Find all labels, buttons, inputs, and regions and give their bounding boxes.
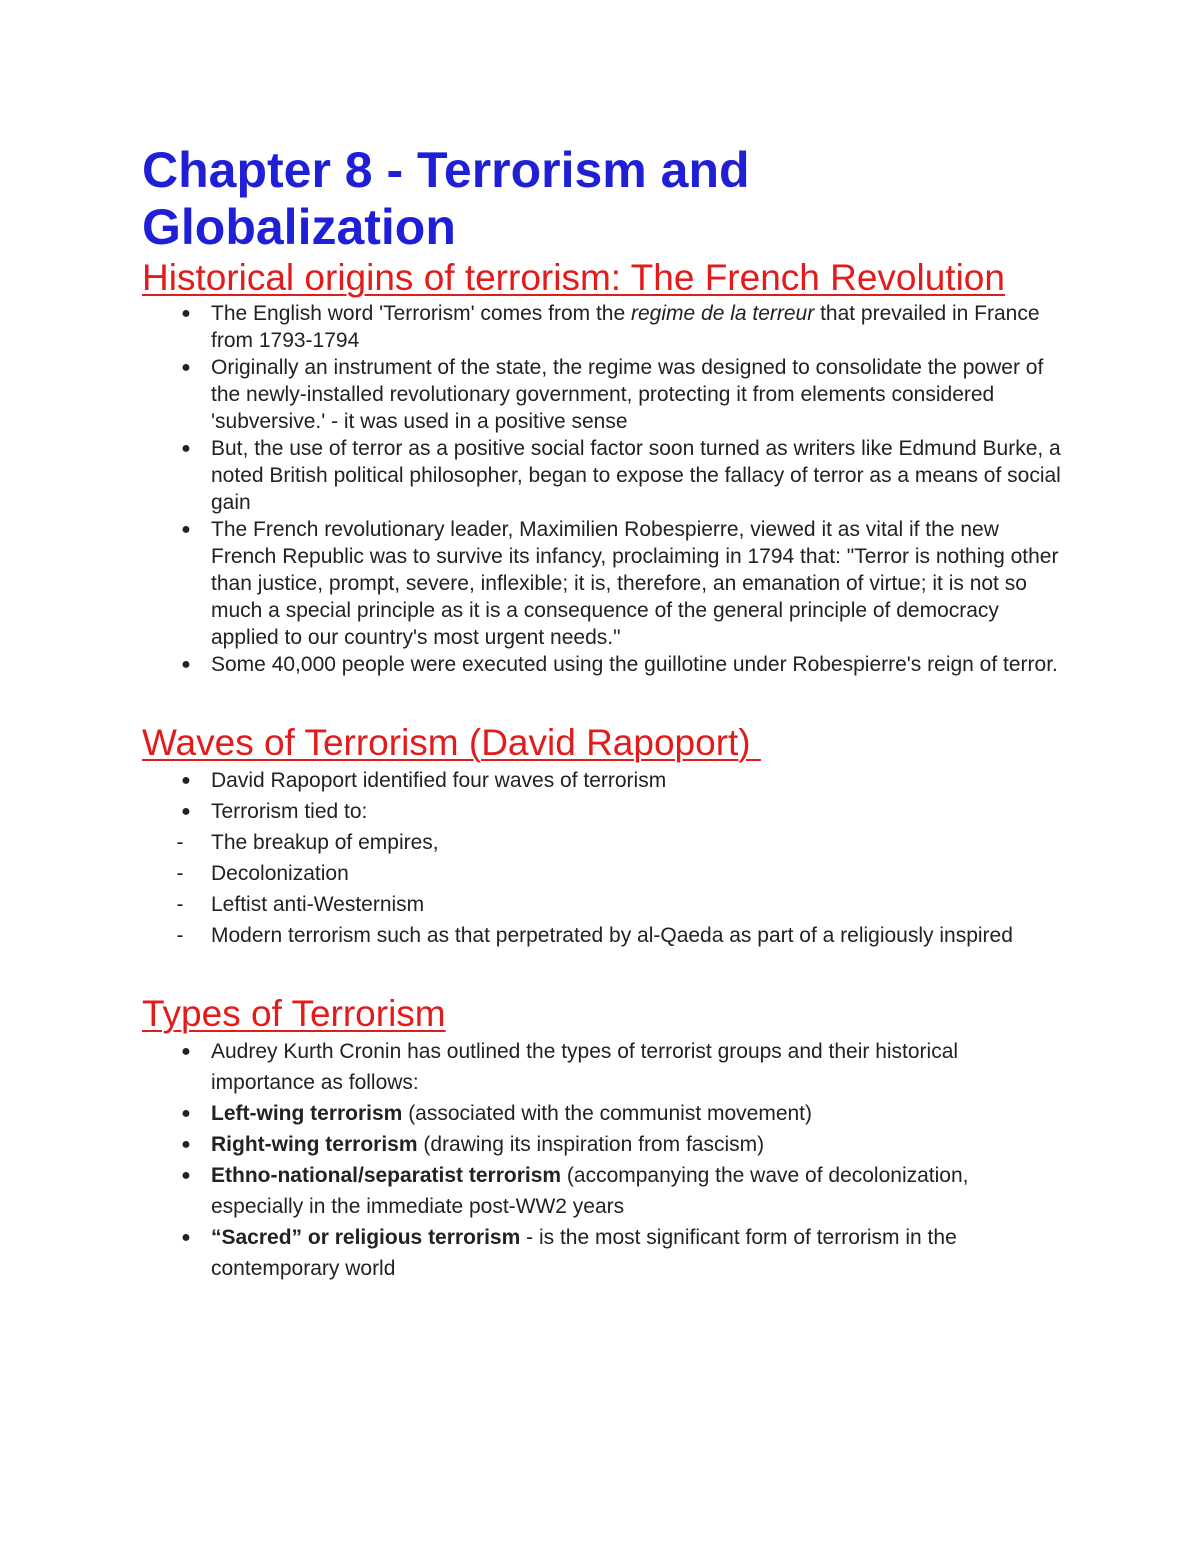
bullet-icon: ● [181, 1105, 191, 1122]
item-text: - is the most significant form of terrorism in the contemporary world [211, 1226, 957, 1280]
list-item [142, 1036, 1062, 1098]
bullet-icon: ● [181, 440, 191, 457]
item-italic-text: regime de la terreur [630, 302, 815, 325]
item-text: But, the use of terror as a positive social factor soon turned as writers like Edmund Burke, a noted British political philosopher, began to expose the fallacy of terror as a means of social gain [211, 437, 1061, 514]
list-item [142, 858, 1062, 889]
bullet-icon: ● [181, 803, 191, 820]
list-item [142, 435, 1062, 516]
list-item [142, 1098, 1062, 1129]
bullet-icon: ● [181, 1043, 191, 1060]
item-text: The French revolutionary leader, Maximilien Robespierre, viewed it as vital if the new French Republic was to survive its infancy, proclaiming in 1794 that: "Terror is nothing other than justice, prompt, severe, inflexible; it is, therefore, an emanation of virtue; it is not so much a special principle as it is a consequence of the general principle of democracy applied to our country's most urgent needs." [211, 518, 1059, 649]
list-item [142, 1222, 1062, 1284]
item-text: Audrey Kurth Cronin has outlined the types of terrorist groups and their historical importance as follows: [211, 1040, 959, 1094]
list-item [142, 1129, 1062, 1160]
section-heading-waves: Waves of Terrorism (David Rapoport) [142, 722, 761, 763]
item-bold-term: “Sacred” or religious terrorism [211, 1226, 521, 1249]
item-text: (associated with the communist movement) [402, 1102, 813, 1125]
bullet-icon: ● [181, 772, 191, 789]
item-text: Leftist anti-Westernism [211, 893, 425, 916]
historical-origins-list [142, 300, 1062, 678]
list-item [142, 1160, 1062, 1222]
item-text: Originally an instrument of the state, the regime was designed to consolidate the power of the newly-installed revolutionary government, protecting it from elements considered 'subversive.' - it was used in a positive sense [211, 356, 1044, 433]
list-item [142, 765, 1062, 796]
document-page [142, 142, 1062, 1284]
bullet-icon: ● [181, 359, 191, 376]
dash-icon: - [176, 831, 184, 854]
list-item [142, 796, 1062, 827]
item-text: Modern terrorism such as that perpetrated by al-Qaeda as part of a religiously inspired [211, 924, 1013, 947]
item-text: Some 40,000 people were executed using the guillotine under Robespierre's reign of terror. [211, 653, 1058, 676]
item-bold-term: Left-wing terrorism [211, 1102, 403, 1125]
waves-list [142, 765, 1062, 951]
dash-icon: - [176, 893, 184, 916]
types-list [142, 1036, 1062, 1284]
page-title: Chapter 8 - Terrorism and Globalization [142, 142, 750, 255]
item-text: David Rapoport identified four waves of terrorism [211, 769, 667, 792]
bullet-icon: ● [181, 305, 191, 322]
item-text: Decolonization [211, 862, 349, 885]
bullet-icon: ● [181, 1136, 191, 1153]
list-item [142, 920, 1062, 951]
item-text: (accompanying the wave of decolonization, especially in the immediate post-WW2 years [211, 1164, 969, 1218]
section-heading-types: Types of Terrorism [142, 993, 446, 1034]
list-item [142, 889, 1062, 920]
bullet-icon: ● [181, 1167, 191, 1184]
item-text: The breakup of empires, [211, 831, 439, 854]
list-item [142, 827, 1062, 858]
item-text: Terrorism tied to: [211, 800, 368, 823]
list-item [142, 354, 1062, 435]
item-text: that prevailed in France from 1793-1794 [211, 302, 1040, 352]
item-text: The English word 'Terrorism' comes from the [211, 302, 631, 325]
dash-icon: - [176, 862, 184, 885]
list-item [142, 516, 1062, 651]
bullet-icon: ● [181, 656, 191, 673]
section-heading-historical-origins: Historical origins of terrorism: The French Revolution [142, 257, 1005, 298]
bullet-icon: ● [181, 521, 191, 538]
list-item [142, 651, 1062, 678]
item-text: (drawing its inspiration from fascism) [417, 1133, 765, 1156]
bullet-icon: ● [181, 1229, 191, 1246]
item-bold-term: Ethno-national/separatist terrorism [211, 1164, 562, 1187]
list-item [142, 300, 1062, 354]
item-bold-term: Right-wing terrorism [211, 1133, 418, 1156]
dash-icon: - [176, 924, 184, 947]
